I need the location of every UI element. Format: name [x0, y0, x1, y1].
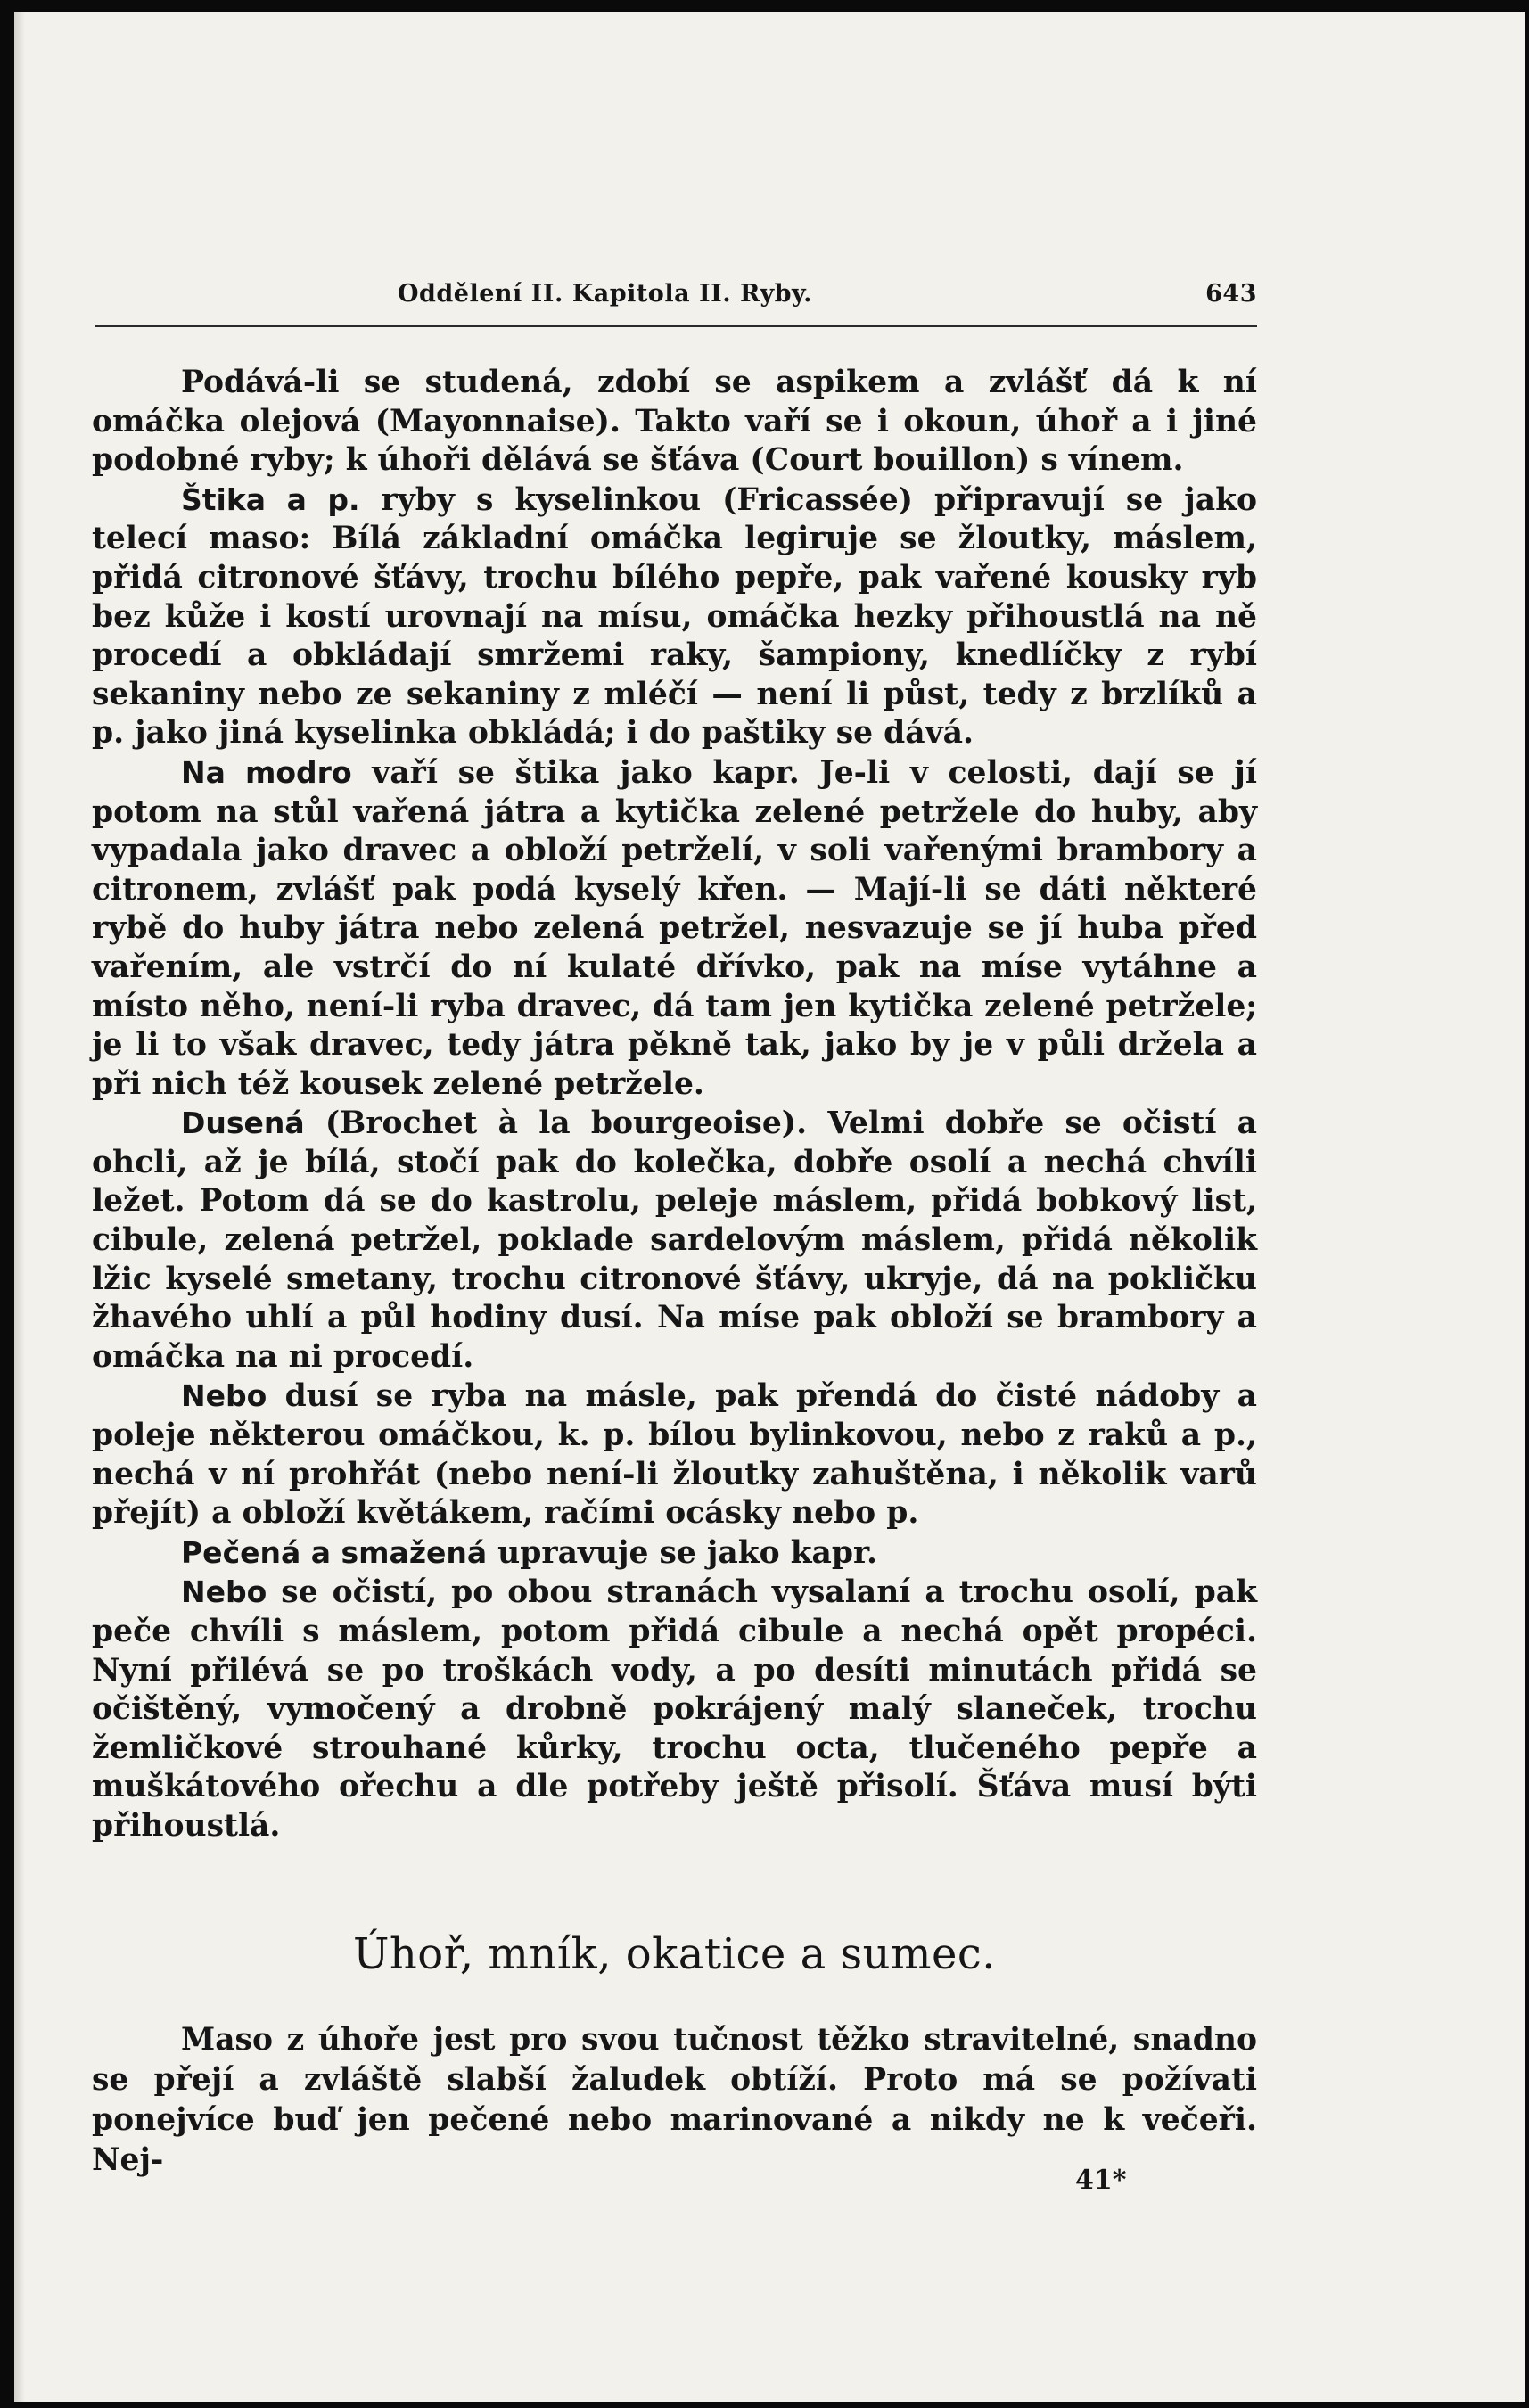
paragraph-text: upravuje se jako kapr. [487, 1534, 878, 1571]
paragraph-text: vaří se štika jako kapr. Je-li v celosti, dají se jí potom na stůl vařená játra a kytička zelené petržele do huby, aby vypadala jako dravec a obloží petrželí, v soli vařenými brambory a citronem, zvlášť pak podá kyselý křen. — Mají-li se dáti některé rybě do huby játra nebo zelená petržel, nesvazuje se jí huba před vařením, ale vstrčí do ní kulaté dřívko, pak na míse vytáhne a místo něho, není-li ryba dravec, dá tam jen kytička zelené petržele; je li to však dravec, tedy játra pěkně tak, jako by je v půli držela a při nich též kousek zelené petržele. [92, 754, 1257, 1102]
paragraph-text: (Brochet à la bourgeoise). Velmi dobře se očistí a ohcli, až je bílá, stočí pak do kolečka, dobře osolí a nechá chvíli ležet. Potom dá se do kastrolu, peleje máslem, přidá bobkový list, cibule, zelená petržel, poklade sardelovým máslem, přidá několik lžic kyselé smetany, trochu citronové šťávy, ukryje, dá na pokličku žhavého uhlí a půl hodiny dusí. Na míse pak obloží se brambory a omáčka na ni procedí. [92, 1105, 1257, 1375]
paragraph-text: se očistí, po obou stranách vysalaní a trochu osolí, pak peče chvíli s máslem, potom přidá cibule a nechá opět propéci. Nyní přilévá se po troškách vody, a po desíti minutách přidá se očištěný, vymočený a drobně pokrájený malý slaneček, trochu žemličkové strouhané kůrky, trochu octa, tlučeného pepře a muškátového ořechu a dle potřeby ještě přisolí. Šťáva musí býti přihoustlá. [92, 1574, 1257, 1844]
paragraph-lead: Na modro [181, 754, 352, 790]
paragraph-lead: Nebo [181, 1378, 267, 1414]
paragraph [92, 1104, 1257, 1377]
paragraph [92, 363, 1257, 481]
paragraph [92, 481, 1257, 753]
paragraph-text: ryby s kyselinkou (Fricassée) připravují se jako telecí maso: Bílá základní omáčka legiruje se žloutky, máslem, přidá citronové šťávy, trochu bílého pepře, pak vařené kousky ryb bez kůže i kostí urovnají na mísu, omáčka hezky přihoustlá na ně procedí a obkládají smržemi raky, šampiony, knedlíčky z rybí sekaniny nebo ze sekaniny z mléčí — není li půst, tedy z brzlíků a p. jako jiná kyselinka obkládá; i do paštiky se dává. [92, 481, 1257, 752]
section-heading: Úhoř, mník, okatice a sumec. [352, 1929, 997, 1979]
section-body [92, 2020, 1257, 2181]
body-text [92, 363, 1257, 1846]
paragraph [92, 1377, 1257, 1533]
paragraph-lead: Štika a p. [181, 481, 360, 517]
paragraph [92, 753, 1257, 1104]
header-rule [95, 325, 1257, 327]
section-paragraph: Maso z úhoře jest pro svou tučnost těžko stravitelné, snadno se přejí a zvláště slabší žaludek obtíží. Proto má se požívati ponejvíce buď jen pečené nebo marinované a nikdy ne k večeři. Nej- [92, 2022, 1257, 2178]
paragraph [92, 1573, 1257, 1845]
scan-edge-shadow [14, 12, 25, 2402]
paragraph-lead: Pečená a smažená [181, 1534, 488, 1570]
book-page [14, 12, 1525, 2402]
paragraph-text: Podává-li se studená, zdobí se aspikem a zvlášť dá k ní omáčka olejová (Mayonnaise). Takto vaří se i okoun, úhoř a i jiné podobné ryby; k úhoři dělává se šťáva (Court bouillon) s vínem. [92, 365, 1257, 479]
running-title: Oddělení II. Kapitola II. Ryby. [398, 280, 813, 308]
paragraph-text: dusí se ryba na másle, pak přendá do čisté nádoby a poleje některou omáčkou, k. p. bílou bylinkovou, nebo z raků a p., nechá v ní prohřát (nebo není-li žloutky zahuštěna, i několik varů přejít) a obloží květákem, račími ocásky nebo p. [92, 1378, 1257, 1532]
printer-signature-mark: 41* [1075, 2165, 1127, 2196]
paragraph-lead: Nebo [181, 1574, 267, 1610]
paragraph-lead: Dusená [181, 1105, 305, 1141]
paragraph [92, 1533, 1257, 1574]
running-header [398, 280, 1257, 308]
page-number: 643 [1205, 280, 1257, 308]
